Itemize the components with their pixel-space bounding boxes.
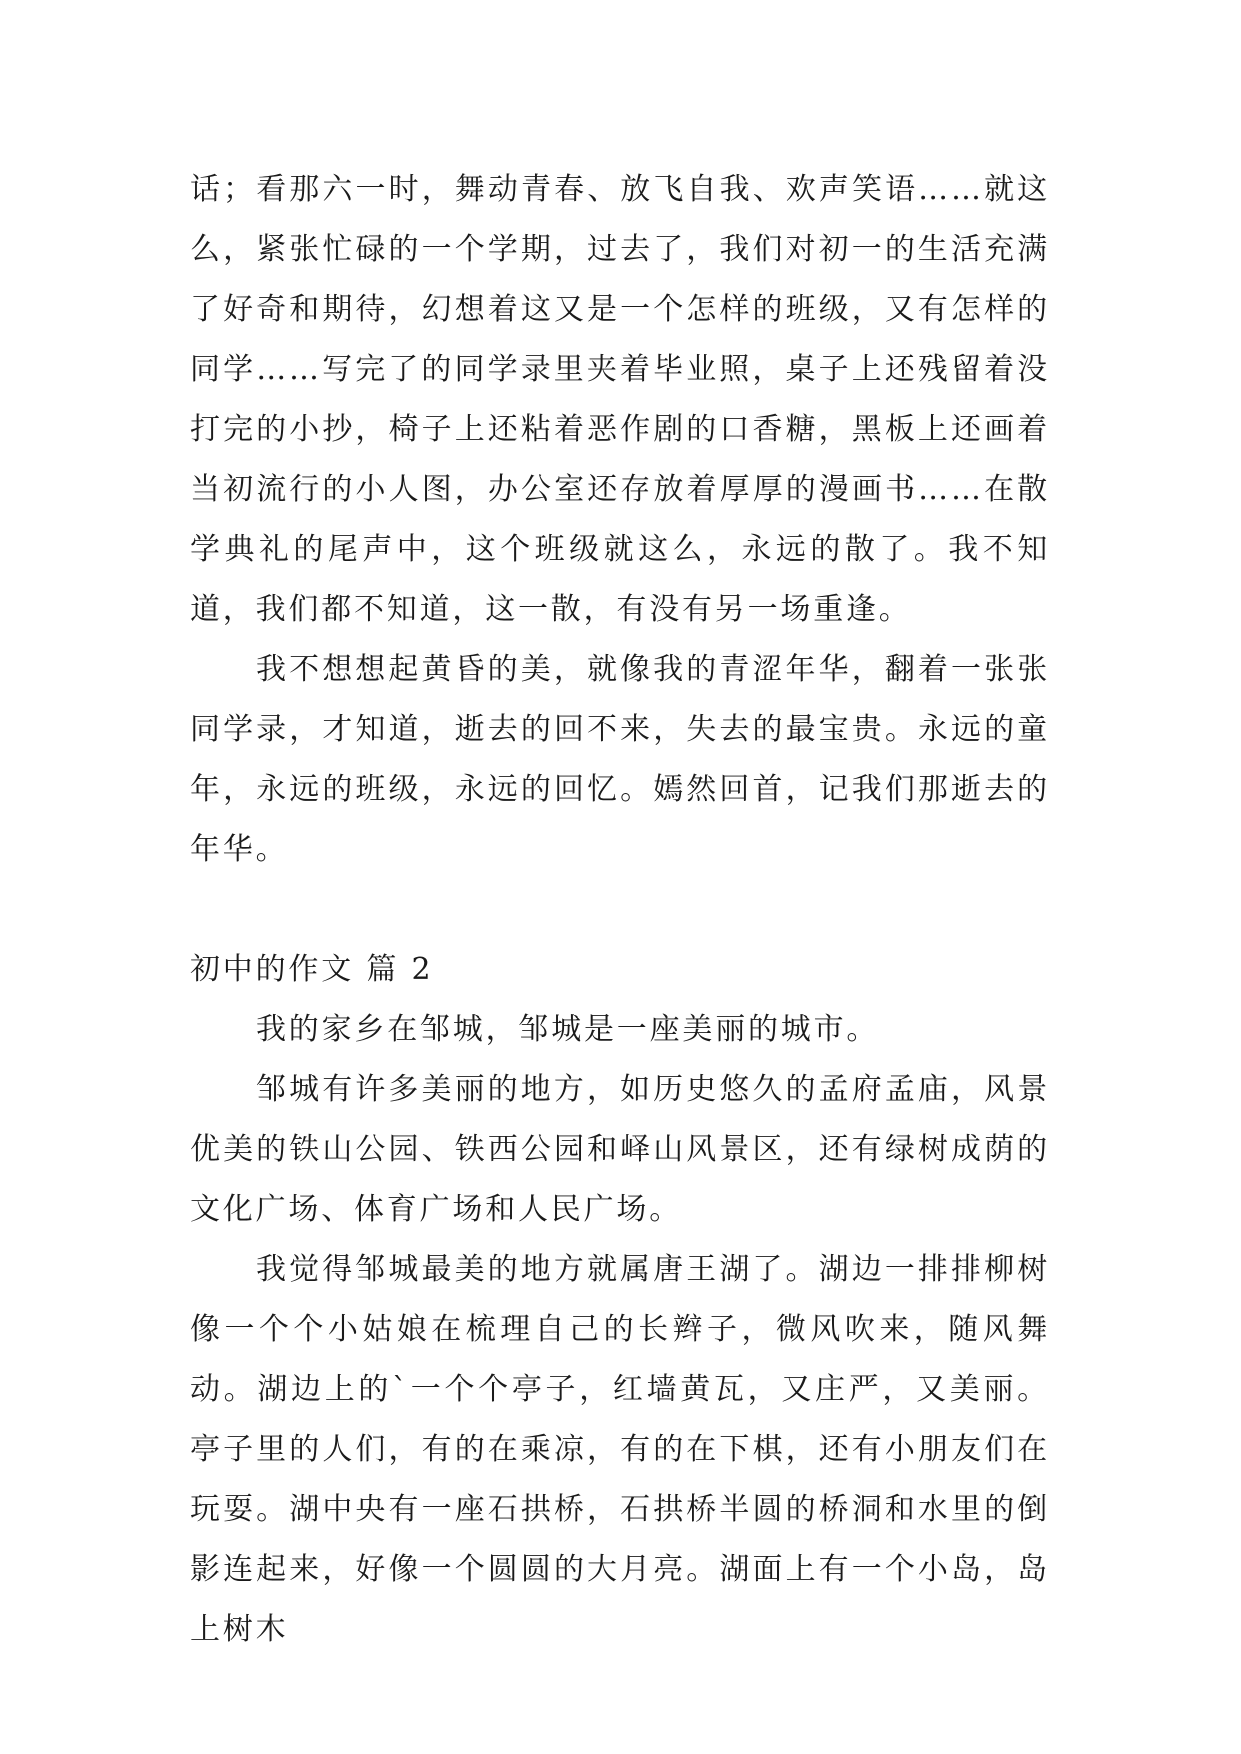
paragraph: 我的家乡在邹城，邹城是一座美丽的城市。 bbox=[256, 1012, 880, 1047]
document-body bbox=[190, 160, 1050, 1660]
paragraph: 邹城有许多美丽的地方，如历史悠久的孟府孟庙，风景优美的铁山公园、铁西公园和峄山风景区，还有绿树成荫的文化广场、体育广场和人民广场。 bbox=[190, 1072, 1050, 1227]
paragraph-continued: 话；看那六一时，舞动青春、放飞自我、欢声笑语……就这么，紧张忙碌的一个学期，过去了，我们对初一的生活充满了好奇和期待，幻想着这又是一个怎样的班级，又有怎样的同学……写完了的同学录里夹着毕业照，桌子上还残留着没打完的小抄，椅子上还粘着恶作剧的口香糖，黑板上还画着当初流行的小人图，办公室还存放着厚厚的漫画书……在散学典礼的尾声中，这个班级就这么，永远的散了。我不知道，我们都不知道，这一散，有没有另一场重逢。 bbox=[190, 172, 1050, 627]
section-heading: 初中的作文 篇 2 bbox=[190, 952, 434, 987]
paragraph: 我不想想起黄昏的美，就像我的青涩年华，翻着一张张同学录，才知道，逝去的回不来，失去的最宝贵。永远的童年，永远的班级，永远的回忆。嫣然回首，记我们那逝去的年华。 bbox=[190, 652, 1050, 867]
paragraph: 我觉得邹城最美的地方就属唐王湖了。湖边一排排柳树像一个个小姑娘在梳理自己的长辫子，微风吹来，随风舞动。湖边上的`一个个亭子，红墙黄瓦，又庄严，又美丽。亭子里的人们，有的在乘凉，有的在下棋，还有小朋友们在玩耍。湖中央有一座石拱桥，石拱桥半圆的桥洞和水里的倒影连起来，好像一个圆圆的大月亮。湖面上有一个小岛，岛上树木 bbox=[190, 1252, 1050, 1647]
